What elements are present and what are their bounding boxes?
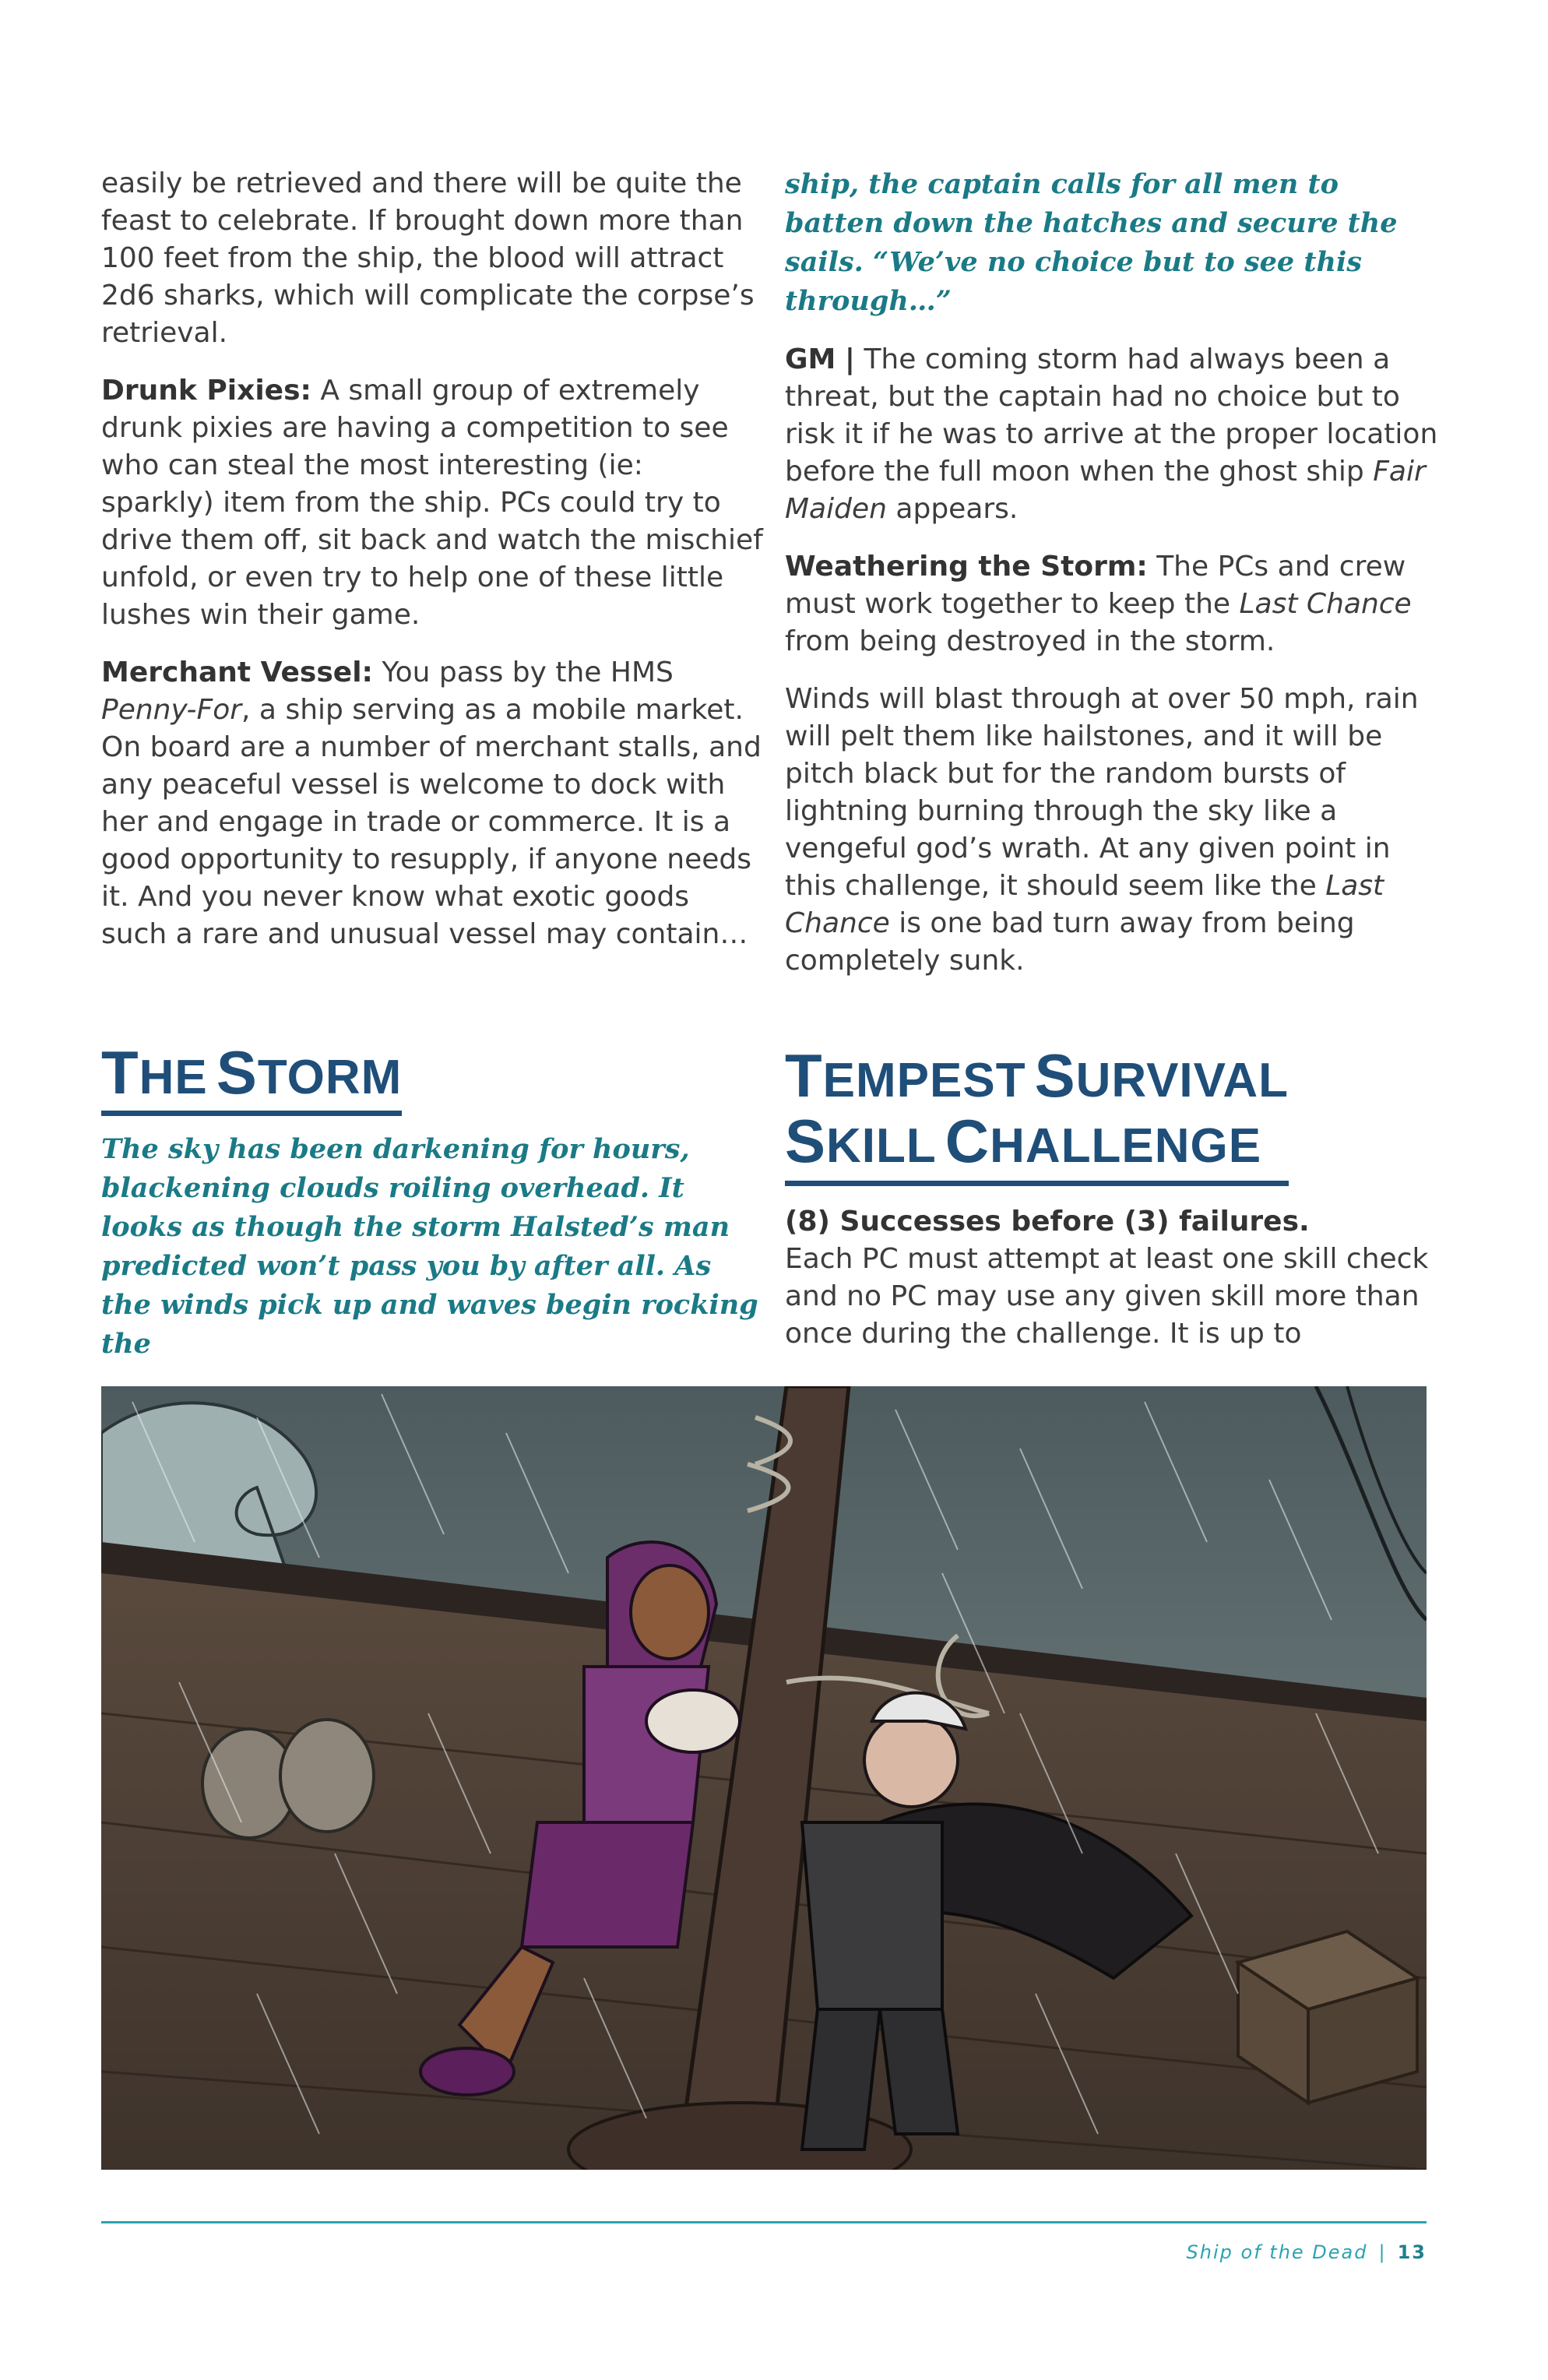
storm-heading-t: T	[101, 1038, 139, 1107]
storm-illustration	[101, 1386, 1427, 2170]
storm-heading-torm: TORM	[257, 1051, 403, 1104]
weathering-paragraph	[785, 548, 1447, 660]
storm-heading	[101, 1038, 403, 1116]
page-number: 13	[1397, 2241, 1427, 2263]
right-column	[785, 165, 1447, 1353]
merchant-vessel-label: Merchant Vessel:	[101, 657, 373, 688]
winds-ship-name: Last Chance	[785, 870, 1384, 939]
corpse-paragraph: easily be retrieved and there will be quite the feast to celebrate. If brought down more than 100 feet from the ship, the blood will attract 2d6 sharks, which will complicate the corpse’s retrieval.	[101, 167, 755, 349]
tempest-heading	[785, 1041, 1289, 1186]
tempest-empest: EMPEST	[822, 1054, 1026, 1107]
gm-separator: |	[844, 343, 855, 375]
drunk-pixies-label: Drunk Pixies:	[101, 375, 311, 407]
tempest-s: S	[1034, 1041, 1076, 1110]
page-footer	[1187, 2241, 1427, 2263]
weathering-text-b: from being destroyed in the storm.	[785, 625, 1275, 657]
tempest-kill: KILL	[826, 1119, 937, 1173]
tempest-heading-line2	[785, 1107, 1289, 1175]
tempest-urvival: URVIVAL	[1075, 1054, 1289, 1107]
tempest-t: T	[785, 1041, 823, 1110]
storm-heading-underline	[101, 1111, 402, 1116]
gm-ship-name: Fair Maiden	[785, 456, 1426, 525]
left-column	[101, 165, 763, 1384]
tempest-c: C	[945, 1107, 990, 1175]
drunk-pixies-paragraph	[101, 372, 763, 634]
merchant-vessel-paragraph	[101, 654, 763, 953]
storm-flavor-text: The sky has been darkening for hours, blackening clouds roiling overhead. It looks as though the storm Halsted’s man predicted won’t pass you by after all. As the winds pick up and waves begin rocking the	[101, 1133, 758, 1360]
tempest-heading-line1	[785, 1041, 1289, 1110]
storm-flavor-continued: ship, the captain calls for all men to batten down the hatches and secure the sails. “We’ve no choice but to see this through…”	[785, 168, 1398, 317]
winds-paragraph	[785, 681, 1447, 980]
gm-paragraph	[785, 341, 1447, 528]
gm-text-a: The coming storm had always been a threat, but the captain had no choice but to risk it if he was to arrive at the proper location before the full moon when the ghost ship	[785, 343, 1438, 488]
gm-label: GM	[785, 343, 836, 375]
merchant-vessel-text-a: You pass by the HMS	[382, 657, 674, 688]
merchant-ship-name: Penny-For	[101, 694, 242, 726]
winds-text-b: is one bad turn away from being completely sunk.	[785, 907, 1355, 977]
tempest-s2: S	[785, 1107, 827, 1175]
tempest-heading-underline	[785, 1181, 1289, 1186]
drunk-pixies-text: A small group of extremely drunk pixies are having a competition to see who can steal the most interesting (ie: sparkly) item from the ship. PCs could try to drive them off, sit back and watch the mischief unfold, or even try to help one of these little lushes win their game.	[101, 375, 763, 631]
footer-book-title: Ship of the Dead	[1186, 2241, 1368, 2263]
storm-heading-s: S	[216, 1038, 258, 1107]
gm-text-b: appears.	[895, 493, 1019, 525]
merchant-vessel-text-b: , a ship serving as a mobile market. On board are a number of merchant stalls, and any peaceful vessel is welcome to dock with her and engage in trade or commerce. It is a good opportunity to resupply, if anyone needs it. And you never know what exotic goods such a rare and unusual vessel may contain…	[101, 694, 762, 950]
weathering-label: Weathering the Storm:	[785, 551, 1148, 583]
weathering-text-a: The PCs and crew must work together to keep the	[785, 551, 1406, 620]
skill-challenge-block	[785, 1203, 1447, 1353]
successes-line: (8) Successes before (3) failures.	[785, 1206, 1310, 1238]
winds-text-a: Winds will blast through at over 50 mph, rain will pelt them like hailstones, and it will be pitch black but for the random bursts of lightning burning through the sky like a vengeful god’s wrath. At any given point in this challenge, it should seem like the	[785, 683, 1419, 902]
storm-heading-he: HE	[139, 1051, 208, 1104]
footer-separator: |	[1378, 2241, 1387, 2263]
weathering-ship-name: Last Chance	[1239, 588, 1412, 620]
footer-rule	[101, 2221, 1427, 2223]
tempest-hallenge: HALLENGE	[990, 1119, 1262, 1173]
storm-scene-svg	[101, 1386, 1427, 2170]
skill-challenge-text: Each PC must attempt at least one skill check and no PC may use any given skill more than once during the challenge. It is up to	[785, 1243, 1429, 1350]
